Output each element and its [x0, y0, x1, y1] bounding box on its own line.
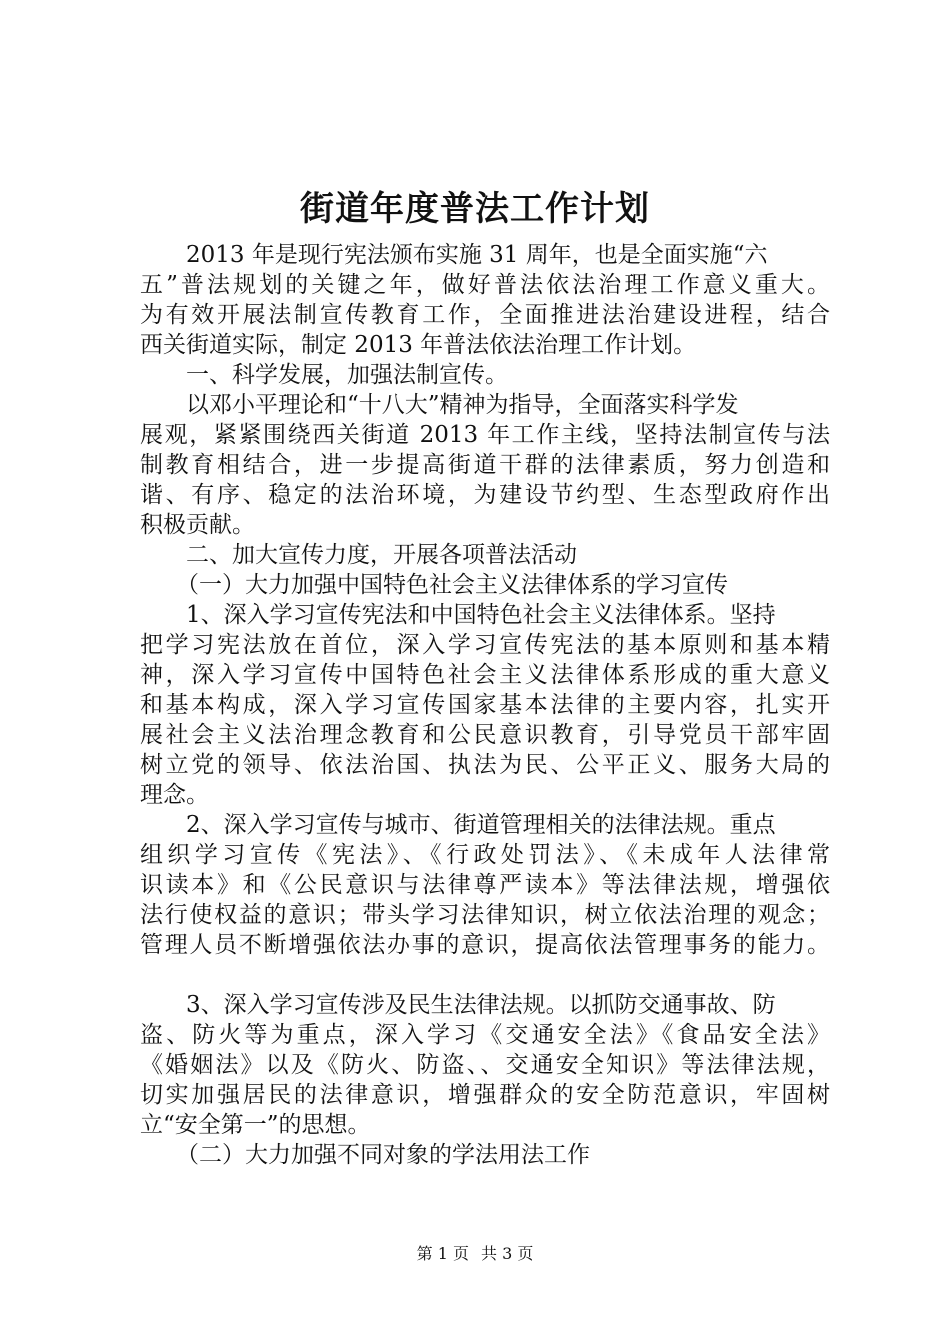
subsection-heading: （一）大力加强中国特色社会主义法律体系的学习宣传 — [176, 572, 728, 598]
section-heading: 二、加大宣传力度，开展各项普法活动 — [186, 542, 577, 568]
paragraph-line: 2013 年是现行宪法颁布实施 31 周年，也是全面实施“六 — [186, 242, 768, 268]
paragraph-line: 识读本》和《公民意识与法律尊严读本》等法律法规，增强依 — [140, 872, 830, 898]
paragraph-line: 为有效开展法制宣传教育工作，全面推进法治建设进程，结合 — [140, 302, 830, 328]
paragraph-line: 五”普法规划的关键之年，做好普法依法治理工作意义重大。 — [140, 272, 830, 298]
paragraph-line: 管理人员不断增强依法办事的意识，提高依法管理事务的能力。 — [140, 932, 830, 958]
paragraph-line: 1、深入学习宣传宪法和中国特色社会主义法律体系。坚持 — [186, 602, 776, 628]
document-body — [140, 240, 830, 1170]
paragraph-line: 以邓小平理论和“十八大”精神为指导，全面落实科学发 — [186, 392, 739, 418]
paragraph-line: 树立党的领导、依法治国、执法为民、公平正义、服务大局的 — [140, 752, 830, 778]
page-number: 第 1 页 — [416, 1244, 469, 1263]
paragraph-line: 2、深入学习宣传与城市、街道管理相关的法律法规。重点 — [186, 812, 776, 838]
paragraph-line: 谐、有序、稳定的法治环境，为建设节约型、生态型政府作出 — [140, 482, 830, 508]
paragraph-line: 展观，紧紧围绕西关街道 2013 年工作主线，坚持法制宣传与法 — [140, 422, 830, 448]
paragraph-line: 理念。 — [140, 782, 209, 808]
section-heading: 一、科学发展，加强法制宣传。 — [186, 362, 508, 388]
paragraph-line: 西关街道实际，制定 2013 年普法依法治理工作计划。 — [140, 332, 697, 358]
blank-line — [140, 960, 830, 990]
paragraph-line: 神，深入学习宣传中国特色社会主义法律体系形成的重大意义 — [140, 662, 830, 688]
paragraph-line: 和基本构成，深入学习宣传国家基本法律的主要内容，扎实开 — [140, 692, 830, 718]
page-footer — [0, 1243, 950, 1265]
paragraph-line: 盗、防火等为重点，深入学习《交通安全法》《食品安全法》 — [140, 1022, 830, 1048]
paragraph-line: 展社会主义法治理念教育和公民意识教育，引导党员干部牢固 — [140, 722, 830, 748]
page-total: 共 3 页 — [481, 1244, 534, 1263]
document-title: 街道年度普法工作计划 — [300, 189, 650, 229]
paragraph-line: 组织学习宣传《宪法》、《行政处罚法》、《未成年人法律常 — [140, 842, 830, 868]
paragraph-line: 把学习宪法放在首位，深入学习宣传宪法的基本原则和基本精 — [140, 632, 830, 658]
paragraph-line: 积极贡献。 — [140, 512, 255, 538]
paragraph-line: 制教育相结合，进一步提高街道干群的法律素质，努力创造和 — [140, 452, 830, 478]
paragraph-line: 《婚姻法》以及《防火、防盗、、交通安全知识》等法律法规， — [140, 1052, 830, 1078]
subsection-heading: （二）大力加强不同对象的学法用法工作 — [176, 1142, 590, 1168]
paragraph-line: 3、深入学习宣传涉及民生法律法规。以抓防交通事故、防 — [186, 992, 776, 1018]
paragraph-line: 切实加强居民的法律意识，增强群众的安全防范意识，牢固树 — [140, 1082, 830, 1108]
paragraph-line: 法行使权益的意识；带头学习法律知识，树立依法治理的观念； — [140, 902, 830, 928]
paragraph-line: 立“安全第一”的思想。 — [140, 1112, 371, 1138]
